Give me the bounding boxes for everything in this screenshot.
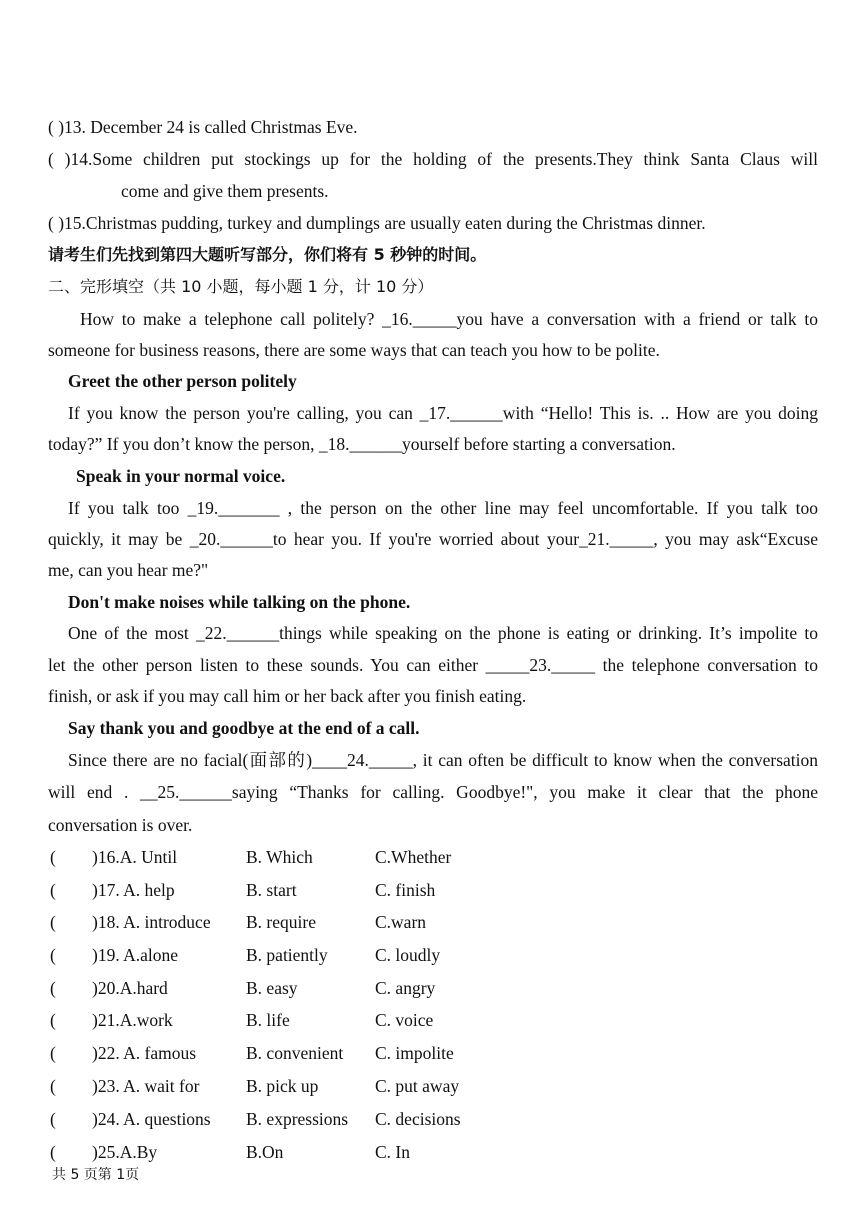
option-b: B. require: [246, 912, 316, 932]
option-a: )25.A.By: [92, 1142, 158, 1162]
option-a: )19. A.alone: [92, 945, 179, 965]
answer-paren: (: [50, 978, 56, 998]
para1-line-1: If you know the person you're calling, you can _17.______with “Hello! This is. .. How are you doing: [68, 403, 818, 423]
option-b: B. pick up: [246, 1076, 319, 1096]
listening-instruction: 请考生们先找到第四大题听写部分，你们将有 5 秒钟的时间。: [48, 245, 487, 264]
para3-line-2: let the other person listen to these sounds. You can either _____23._____ the telephone conversation to: [48, 655, 818, 675]
answer-paren: (: [50, 1109, 56, 1129]
para3-line-3: finish, or ask if you may call him or her back after you finish eating.: [48, 686, 527, 706]
para2-line-1: If you talk too _19._______ , the person on the other line may feel uncomfortable. If you talk too: [68, 498, 818, 518]
option-b: B. easy: [246, 978, 298, 998]
option-c: C.warn: [375, 912, 427, 932]
heading-noises: Don't make noises while talking on the phone.: [68, 592, 411, 612]
option-b: B. start: [246, 880, 297, 900]
heading-thanks: Say thank you and goodbye at the end of a call.: [68, 718, 420, 738]
para2-line-2: quickly, it may be _20.______to hear you. If you're worried about your_21._____, you may ask“Excuse: [48, 529, 818, 549]
heading-voice: Speak in your normal voice.: [76, 466, 286, 486]
option-c: C. impolite: [375, 1043, 454, 1063]
passage-intro-line-1: How to make a telephone call politely? _16._____you have a conversation with a friend or talk to: [80, 309, 818, 329]
tf-item-14-cont: come and give them presents.: [121, 181, 329, 201]
page-footer: 共 5 页第 1页: [52, 1167, 140, 1183]
para1-line-2: today?” If you don’t know the person, _18.______yourself before starting a conversation.: [48, 434, 676, 454]
answer-paren: (: [50, 1142, 56, 1162]
para2-line-3: me, can you hear me?": [48, 560, 209, 580]
para3-line-1: One of the most _22.______things while speaking on the phone is eating or drinking. It’s impolite to: [68, 623, 818, 643]
option-b: B. convenient: [246, 1043, 344, 1063]
answer-paren: (: [50, 1076, 56, 1096]
option-a: )23. A. wait for: [92, 1076, 200, 1096]
option-a: )20.A.hard: [92, 978, 168, 998]
option-c: C. put away: [375, 1076, 460, 1096]
option-c: C. finish: [375, 880, 436, 900]
answer-paren: (: [50, 912, 56, 932]
option-b: B. patiently: [246, 945, 328, 965]
passage-intro-line-2: someone for business reasons, there are some ways that can teach you how to be polite.: [48, 340, 660, 360]
tf-item-13: ( )13. December 24 is called Christmas Eve.: [48, 117, 358, 137]
heading-greet: Greet the other person politely: [68, 371, 297, 391]
option-c: C. loudly: [375, 945, 441, 965]
option-c: C.Whether: [375, 847, 452, 867]
option-a: )16.A. Until: [92, 847, 178, 867]
option-a: )18. A. introduce: [92, 912, 211, 932]
option-c: C. angry: [375, 978, 436, 998]
option-c: C. decisions: [375, 1109, 461, 1129]
option-a: )22. A. famous: [92, 1043, 197, 1063]
answer-paren: (: [50, 847, 56, 867]
option-b: B. expressions: [246, 1109, 349, 1129]
para4-line-1: Since there are no facial(面部的)____24._____, it can often be difficult to know when the conversation: [68, 750, 818, 770]
answer-paren: (: [50, 1043, 56, 1063]
answer-paren: (: [50, 1010, 56, 1030]
option-b: B. Which: [246, 847, 313, 867]
option-a: )21.A.work: [92, 1010, 173, 1030]
section-title: 二、完形填空（共 10 小题，每小题 1 分，计 10 分）: [48, 277, 434, 296]
para4-line-2: will end . __25.______saying “Thanks for calling. Goodbye!", you make it clear that the phone: [48, 782, 818, 802]
answer-paren: (: [50, 880, 56, 900]
option-b: B. life: [246, 1010, 290, 1030]
option-c: C. In: [375, 1142, 410, 1162]
option-a: )24. A. questions: [92, 1109, 211, 1129]
tf-item-14: ( )14.Some children put stockings up for the holding of the presents.They think Santa Claus will: [48, 149, 818, 169]
option-c: C. voice: [375, 1010, 434, 1030]
answer-paren: (: [50, 945, 56, 965]
option-a: )17. A. help: [92, 880, 175, 900]
tf-item-15: ( )15.Christmas pudding, turkey and dumplings are usually eaten during the Christmas dinner.: [48, 213, 706, 233]
option-b: B.On: [246, 1142, 284, 1162]
para4-line-3: conversation is over.: [48, 815, 193, 835]
